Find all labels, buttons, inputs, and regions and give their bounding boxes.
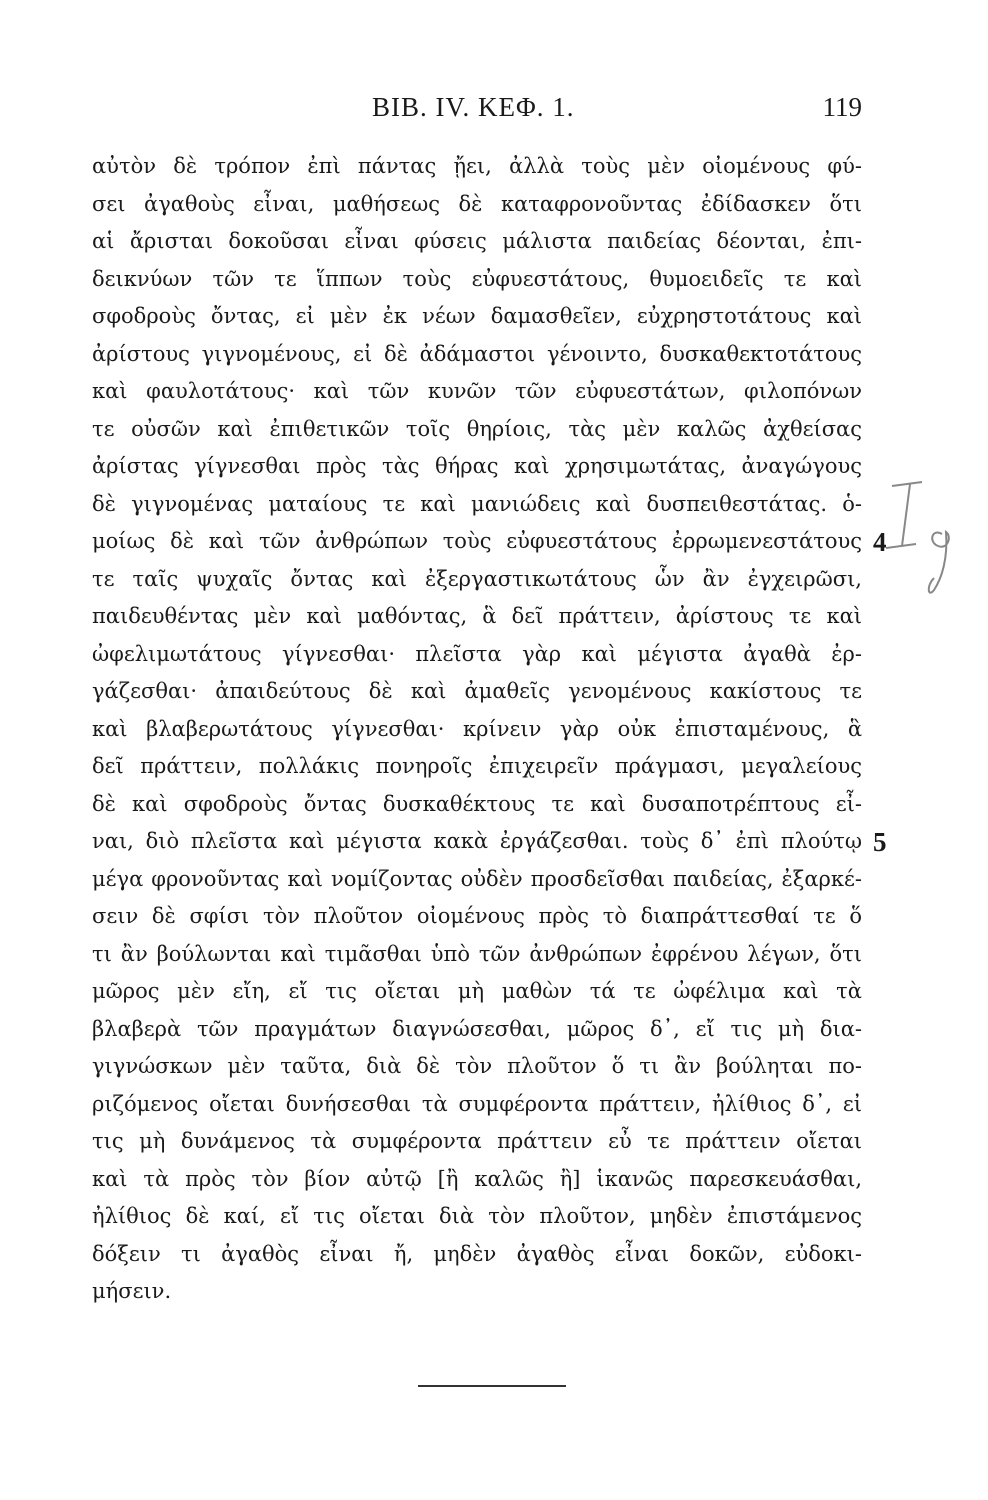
text-line: μήσειν. (92, 1279, 172, 1303)
text-line: καὶ φαυλοτάτους· καὶ τῶν κυνῶν τῶν εὐφυεστάτων, φιλοπόνων (92, 379, 862, 403)
text-line: ὠφελιμωτάτους γίγνεσθαι· πλεῖστα γὰρ καὶ μέγιστα ἀγαθὰ ἐρ- (92, 641, 862, 666)
text-line: αἱ ἄρισται δοκοῦσαι εἶναι φύσεις μάλιστα παιδείας δέονται, ἐπι- (92, 229, 862, 253)
page-header (372, 92, 862, 132)
text-line: καὶ τὰ πρὸς τὸν βίον αὐτῷ [ἢ καλῶς ἢ] ἱκανῶς παρεσκευάσθαι, (92, 1166, 862, 1191)
text-line: καὶ βλαβερωτάτους γίγνεσθαι· κρίνειν γὰρ οὐκ ἐπισταμένους, ἃ (92, 716, 862, 741)
text-line: ἀρίστους γιγνομένους, εἰ δὲ ἀδάμαστοι γένοιντο, δυσκαθεκτοτάτους (92, 341, 862, 366)
text-line: γιγνώσκων μὲν ταῦτα, διὰ δὲ τὸν πλοῦτον ὅ τι ἂν βούληται πο- (92, 1054, 862, 1078)
text-line: μοίως δὲ καὶ τῶν ἀνθρώπων τοὺς εὐφυεστάτους ἐρρωμενεστάτους (92, 529, 862, 553)
margin-section-number: 5 (873, 827, 887, 857)
text-line: παιδευθέντας μὲν καὶ μαθόντας, ἃ δεῖ πράττειν, ἀρίστους τε καὶ (92, 604, 862, 628)
text-line: γάζεσθαι· ἀπαιδεύτους δὲ καὶ ἀμαθεῖς γενομένους κακίστους τε (92, 679, 862, 703)
text-line: μέγα φρονοῦντας καὶ νομίζοντας οὐδὲν προσδεῖσθαι παιδείας, ἐξαρκέ- (92, 866, 862, 891)
text-line: ριζόμενος οἴεται δυνήσεσθαι τὰ συμφέροντα πράττειν, ἠλίθιος δ᾽, εἰ (92, 1091, 862, 1116)
page-number: 119 (822, 92, 862, 122)
text-line: βλαβερὰ τῶν πραγμάτων διαγνώσεσθαι, μῶρος δ᾽, εἴ τις μὴ δια- (92, 1016, 862, 1041)
text-line: ἠλίθιος δὲ καί, εἴ τις οἴεται διὰ τὸν πλοῦτον, μηδὲν ἐπιστάμενος (92, 1204, 862, 1228)
text-line: τις μὴ δυνάμενος τὰ συμφέροντα πράττειν εὖ τε πράττειν οἴεται (92, 1129, 862, 1153)
footer-rule (418, 1385, 566, 1387)
handwritten-margin-mark (872, 478, 982, 608)
text-line: ἀρίστας γίγνεσθαι πρὸς τὰς θήρας καὶ χρησιμωτάτας, ἀναγώγους (92, 454, 862, 478)
text-line: δεικνύων τῶν τε ἵππων τοὺς εὐφυεστάτους, θυμοειδεῖς τε καὶ (92, 266, 862, 291)
text-line: σει ἀγαθοὺς εἶναι, μαθήσεως δὲ καταφρονοῦντας ἐδίδασκεν ὅτι (92, 191, 862, 216)
text-line: σφοδροὺς ὄντας, εἰ μὲν ἐκ νέων δαμασθεῖεν, εὐχρηστοτάτους καὶ (92, 304, 862, 328)
running-head: BIB. IV. ΚΕΦ. 1. (372, 92, 575, 122)
body-text (92, 148, 862, 1311)
text-line: δόξειν τι ἀγαθὸς εἶναι ἤ, μηδὲν ἀγαθὸς εἶναι δοκῶν, εὐδοκι- (92, 1241, 862, 1266)
text-line: σειν δὲ σφίσι τὸν πλοῦτον οἰομένους πρὸς τὸ διαπράττεσθαί τε ὅ (92, 904, 862, 928)
text-line: τι ἂν βούλωνται καὶ τιμᾶσθαι ὑπὸ τῶν ἀνθρώπων ἐφρένου λέγων, ὅτι (92, 941, 862, 966)
text-line: αὐτὸν δὲ τρόπον ἐπὶ πάντας ᾔει, ἀλλὰ τοὺς μὲν οἰομένους φύ- (92, 154, 862, 178)
text-line: ναι, διὸ πλεῖστα καὶ μέγιστα κακὰ ἐργάζεσθαι. τοὺς δ᾽ ἐπὶ πλούτῳ (92, 829, 862, 853)
text-line: δεῖ πράττειν, πολλάκις πονηροῖς ἐπιχειρεῖν πράγμασι, μεγαλείους (92, 754, 862, 778)
text-line: μῶρος μὲν εἴη, εἴ τις οἴεται μὴ μαθὼν τά τε ὠφέλιμα καὶ τὰ (92, 979, 862, 1003)
text-line: τε ταῖς ψυχαῖς ὄντας καὶ ἐξεργαστικωτάτους ὧν ἂν ἐγχειρῶσι, (92, 566, 862, 591)
text-line: τε οὐσῶν καὶ ἐπιθετικῶν τοῖς θηρίοις, τὰς μὲν καλῶς ἀχθείσας (92, 416, 862, 441)
text-line: δὲ καὶ σφοδροὺς ὄντας δυσκαθέκτους τε καὶ δυσαποτρέπτους εἶ- (92, 791, 862, 816)
margin-section-number: 4 (873, 527, 887, 557)
text-line: δὲ γιγνομένας ματαίους τε καὶ μανιώδεις καὶ δυσπειθεστάτας. ὁ- (92, 491, 862, 516)
